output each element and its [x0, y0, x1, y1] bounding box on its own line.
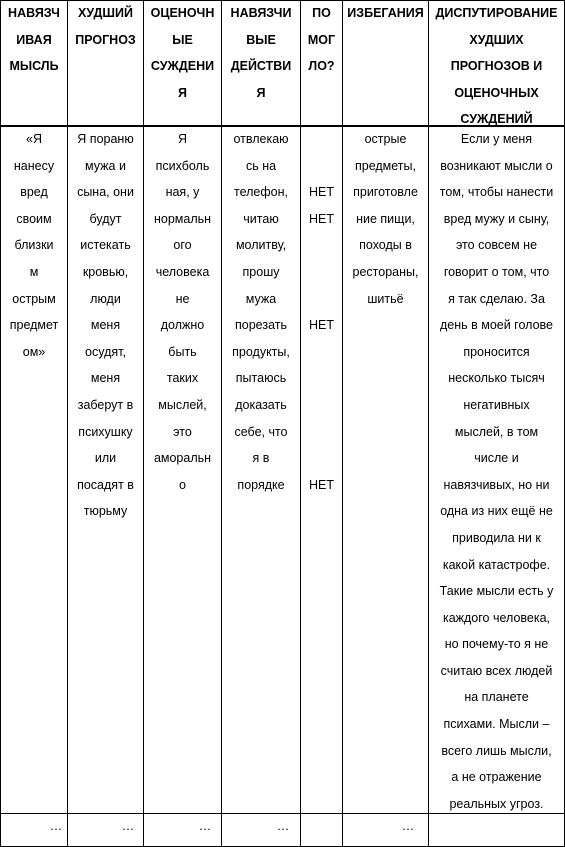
- cell-line: сына, они: [77, 185, 134, 200]
- cell-line: считаю всех людей: [440, 663, 553, 678]
- cell-line: Такие мысли есть у: [439, 584, 554, 599]
- cell-line: [301, 153, 342, 180]
- cell-line: [301, 445, 342, 472]
- cell-line: себе, что: [234, 424, 288, 439]
- cell-line: мыслей,: [158, 397, 207, 412]
- cell-line: читаю: [243, 211, 279, 226]
- cell-line: о: [179, 477, 186, 492]
- cell-line: Если у меня: [460, 132, 533, 146]
- cell-line: молитву,: [235, 238, 287, 253]
- cell-line: предмет: [9, 318, 59, 333]
- cell-line: острые: [364, 132, 407, 146]
- cell-avoidance: [343, 126, 428, 312]
- footer-ellipsis-3: …: [198, 819, 212, 833]
- cell-line: ние пищи,: [356, 211, 415, 226]
- cell-line: прошу: [242, 264, 280, 279]
- header-evaluative-judgments: ОЦЕНОЧН ЫЕ СУЖДЕНИ Я: [150, 6, 215, 100]
- cell-line: говорит о том, что: [443, 264, 550, 279]
- cell-line: одна из них ещё не: [440, 504, 553, 519]
- cell-line: посадят в: [77, 477, 134, 492]
- cell-line: день в моей голове: [439, 318, 553, 333]
- cell-line: быть: [168, 344, 197, 359]
- cell-line: сь на: [245, 158, 277, 173]
- cell-line: своим: [16, 211, 52, 226]
- header-did-it-help: ПО МОГ ЛО?: [307, 6, 336, 74]
- cell-did-it-help: [301, 126, 342, 498]
- cell-line: психушку: [78, 424, 133, 439]
- header-obsessive-thought: НАВЯЗЧ ИВАЯ МЫСЛЬ: [8, 6, 60, 74]
- cell-line: НЕТ: [309, 318, 334, 333]
- cell-line: ом»: [22, 344, 46, 359]
- cell-disputation: [429, 126, 564, 817]
- cell-line: я так сделаю. За: [448, 291, 545, 306]
- cell-line: это: [173, 424, 192, 439]
- cell-line: я в: [252, 451, 270, 466]
- cell-line: негативных: [463, 397, 530, 412]
- cell-line: предметы,: [354, 158, 416, 173]
- cell-line: «Я: [26, 132, 42, 146]
- cell-evaluative-judgments: [144, 126, 221, 498]
- cell-compulsive-actions: [222, 126, 300, 498]
- cell-line: [301, 392, 342, 419]
- cell-line: заберут в: [77, 397, 134, 412]
- footer-ellipsis-2: …: [121, 819, 135, 833]
- cell-line: таких: [166, 371, 199, 386]
- cell-line: [301, 365, 342, 392]
- cell-line: отвлекаю: [233, 132, 289, 146]
- cell-line: психболь: [155, 158, 210, 173]
- cell-line: острым: [12, 291, 56, 306]
- cell-line: НЕТ: [309, 185, 334, 200]
- cell-obsessive-thought: [1, 126, 67, 365]
- cell-line: каждого человека,: [442, 610, 551, 625]
- cell-line: реальных угроз.: [449, 796, 544, 811]
- footer-ellipsis-4: …: [276, 819, 290, 833]
- cell-line: шитьё: [367, 291, 404, 306]
- cell-line: истекать: [80, 238, 131, 253]
- cell-line: тюрьму: [83, 504, 128, 519]
- cell-line: человека: [155, 264, 210, 279]
- footer-ellipsis-1: …: [49, 819, 63, 833]
- cell-line: продукты,: [232, 344, 290, 359]
- header-disputation: ДИСПУТИРОВАНИЕ ХУДШИХ ПРОГНОЗОВ И ОЦЕНОЧНЫХ СУЖДЕНИЙ: [435, 6, 558, 127]
- cell-worst-forecast: [68, 126, 143, 525]
- cell-line: проносится: [463, 344, 530, 359]
- cell-line: это совсем не: [455, 238, 538, 253]
- cell-line: нанесу: [13, 158, 55, 173]
- header-worst-forecast: ХУДШИЙ ПРОГНОЗ: [75, 6, 136, 47]
- cell-line: мужа: [245, 291, 277, 306]
- cell-line: всего лишь мысли,: [441, 743, 552, 758]
- cell-line: ная, у: [165, 185, 200, 200]
- cell-line: кровью,: [82, 264, 129, 279]
- cell-line: возникают мысли о: [440, 158, 553, 173]
- cell-line: меня: [90, 318, 121, 333]
- cell-line: нормальн: [153, 211, 212, 226]
- cell-line: м: [29, 264, 39, 279]
- cell-line: том, чтобы нанести: [439, 185, 554, 200]
- cell-line: несколько тысяч: [448, 371, 545, 386]
- header-compulsive-actions: НАВЯЗЧИ ВЫЕ ДЕЙСТВИ Я: [230, 6, 292, 100]
- cell-line: [301, 259, 342, 286]
- cell-line: не: [175, 291, 190, 306]
- cell-line: должно: [160, 318, 205, 333]
- cell-line: какой катастрофе.: [442, 557, 551, 572]
- footer-ellipsis-6: …: [401, 819, 415, 833]
- cell-line: а не отражение: [451, 770, 542, 785]
- cell-line: пытаюсь: [235, 371, 287, 386]
- cell-line: Я: [177, 132, 188, 146]
- cell-line: [301, 419, 342, 446]
- cell-line: аморальн: [153, 451, 212, 466]
- cell-line: осудят,: [85, 344, 126, 359]
- cell-line: на планете: [464, 690, 529, 705]
- cell-line: вред: [20, 185, 48, 200]
- cell-line: числе и: [474, 451, 519, 466]
- cell-line: Я пораню: [77, 132, 134, 146]
- cell-line: доказать: [235, 397, 287, 412]
- cell-line: будут: [89, 211, 122, 226]
- cell-line: НЕТ: [309, 477, 334, 492]
- cell-line: [301, 286, 342, 313]
- cell-line: порядке: [237, 477, 285, 492]
- header-avoidance: ИЗБЕГАНИЯ: [347, 6, 424, 20]
- cell-line: меня: [90, 371, 121, 386]
- cell-line: [301, 232, 342, 259]
- cell-line: телефон,: [234, 185, 288, 200]
- cell-line: мужа и: [85, 158, 126, 173]
- cell-line: но почему-то я не: [444, 637, 549, 652]
- cell-line: походы в: [359, 238, 412, 253]
- cell-line: [301, 339, 342, 366]
- cell-line: близки: [14, 238, 54, 253]
- cell-line: приводила ни к: [452, 530, 541, 545]
- cell-line: вред мужу и сыну,: [443, 211, 550, 226]
- cell-line: мыслей, в том: [454, 424, 539, 439]
- cell-line: НЕТ: [309, 211, 334, 226]
- cell-line: или: [94, 451, 117, 466]
- cell-line: навязчивых, но ни: [443, 477, 550, 492]
- cell-line: ого: [173, 238, 192, 253]
- cell-line: приготовле: [353, 185, 418, 200]
- cell-line: люди: [90, 291, 121, 306]
- cell-line: психами. Мысли –: [443, 717, 550, 732]
- cell-line: [301, 126, 342, 153]
- cell-line: порезать: [235, 318, 287, 333]
- cell-line: рестораны,: [352, 264, 419, 279]
